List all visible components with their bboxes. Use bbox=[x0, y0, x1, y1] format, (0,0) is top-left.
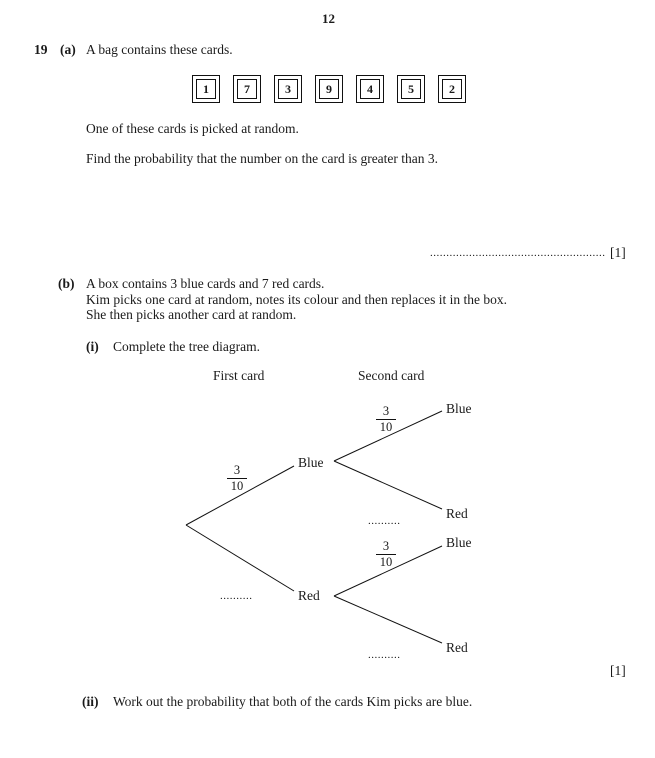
label-first-red: Red bbox=[298, 588, 320, 603]
prob-red-blue: $\frac{3}{10}$ bbox=[376, 540, 396, 569]
answer-line[interactable]: ...................................................... bbox=[430, 247, 606, 259]
marks-b-i: [1] bbox=[610, 663, 626, 678]
label-first-blue: Blue bbox=[298, 455, 324, 470]
second-card-header: Second card bbox=[358, 368, 425, 383]
first-card-header: First card bbox=[213, 368, 265, 383]
branch-red-red bbox=[334, 596, 442, 643]
part-b-line1: A box contains 3 blue cards and 7 red cards. bbox=[86, 276, 325, 291]
part-a-line2: Find the probability that the number on the card is greater than 3. bbox=[86, 151, 439, 166]
part-b-line3: She then picks another card at random. bbox=[86, 307, 297, 322]
prob-first-red-blank[interactable]: .......... bbox=[220, 590, 253, 602]
label-blue-red: Red bbox=[446, 506, 468, 521]
card: 1 bbox=[192, 75, 220, 103]
label-red-blue: Blue bbox=[446, 535, 472, 550]
card: 5 bbox=[397, 75, 425, 103]
prob-first-blue: $\frac{3}{10}$ bbox=[227, 464, 247, 493]
part-b-label: (b) bbox=[58, 276, 75, 291]
page-number: 12 bbox=[322, 11, 335, 26]
card: 3 bbox=[274, 75, 302, 103]
part-a-label: (a) bbox=[60, 42, 76, 57]
sub-ii-text: Work out the probability that both of the cards Kim picks are blue. bbox=[113, 694, 473, 709]
part-a-line1: One of these cards is picked at random. bbox=[86, 121, 299, 136]
label-red-red: Red bbox=[446, 640, 468, 655]
marks-a: [1] bbox=[610, 245, 626, 260]
label-blue-blue: Blue bbox=[446, 401, 472, 416]
part-a-intro: A bag contains these cards. bbox=[86, 42, 233, 57]
card: 4 bbox=[356, 75, 384, 103]
question-number: 19 bbox=[34, 42, 48, 57]
card: 2 bbox=[438, 75, 466, 103]
prob-red-red-blank[interactable]: .......... bbox=[368, 649, 401, 661]
sub-i-text: Complete the tree diagram. bbox=[113, 339, 260, 354]
prob-blue-blue: $\frac{3}{10}$ bbox=[376, 405, 396, 434]
prob-blue-red-blank[interactable]: .......... bbox=[368, 515, 401, 527]
card: 7 bbox=[233, 75, 261, 103]
branch-blue-red bbox=[334, 461, 442, 509]
card: 9 bbox=[315, 75, 343, 103]
sub-i-label: (i) bbox=[86, 339, 99, 354]
branch-first-red bbox=[186, 525, 294, 591]
part-b-line2: Kim picks one card at random, notes its colour and then replaces it in the box. bbox=[86, 292, 508, 307]
sub-ii-label: (ii) bbox=[82, 694, 99, 709]
